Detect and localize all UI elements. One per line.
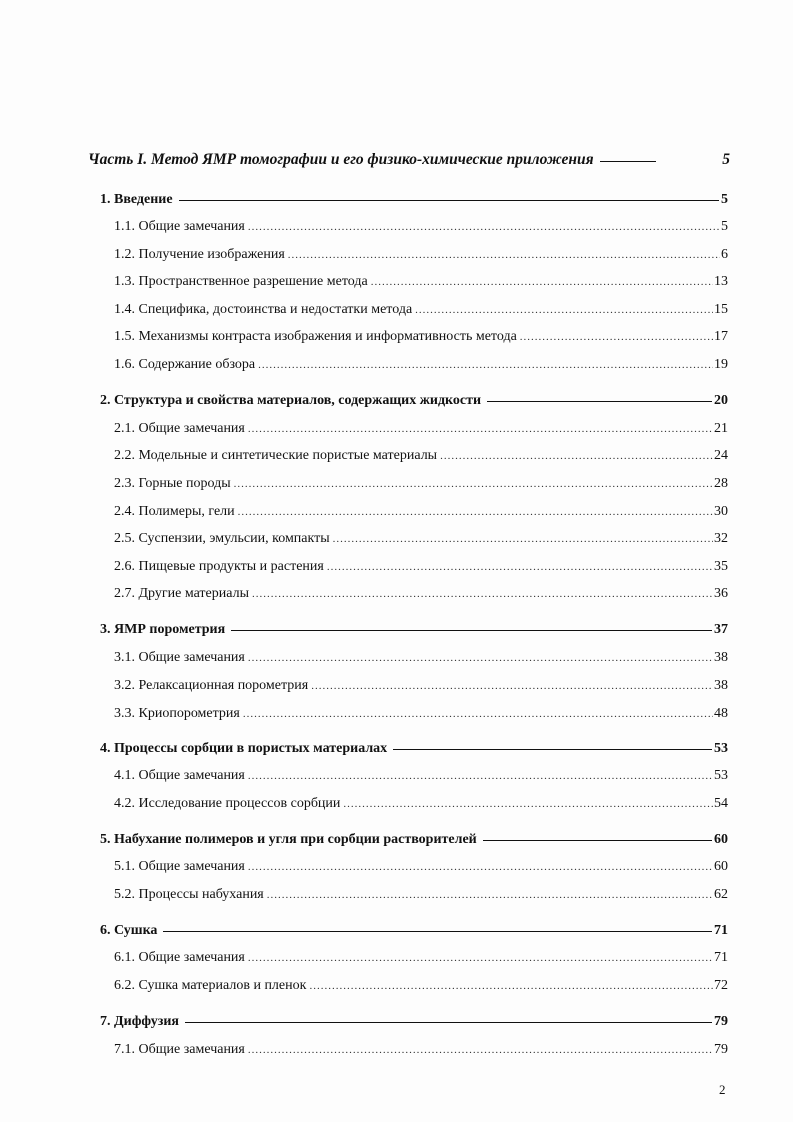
item-page: 6: [721, 247, 728, 262]
item-title: 2.7. Другие материалы: [114, 586, 249, 601]
item-page: 54: [714, 796, 728, 811]
item-title: 2.3. Горные породы: [114, 476, 231, 491]
item-title: 6.1. Общие замечания: [114, 950, 245, 965]
section-title: 1. Введение: [100, 192, 173, 207]
item-title: 4.1. Общие замечания: [114, 768, 245, 783]
item-title: 5.2. Процессы набухания: [114, 887, 264, 902]
page-number: 2: [719, 1082, 726, 1097]
item-page: 13: [714, 274, 728, 289]
item-page: 38: [714, 650, 728, 665]
item-page: 53: [714, 768, 728, 783]
item-page: 21: [714, 421, 728, 436]
item-title: 3.2. Релаксационная порометрия: [114, 678, 309, 693]
toc-item[interactable]: [114, 273, 728, 291]
section-page: 71: [714, 923, 728, 938]
item-title: 3.1. Общие замечания: [114, 650, 245, 665]
item-page: 60: [714, 859, 728, 874]
toc-section[interactable]: [100, 621, 728, 639]
item-page: 38: [714, 678, 728, 693]
part-title: Часть I. Метод ЯМР томографии и его физико-химические приложения: [88, 151, 594, 168]
item-title: 1.5. Механизмы контраста изображения и информативность метода: [114, 329, 517, 344]
section-title: 2. Структура и свойства материалов, содержащих жидкости: [100, 393, 482, 408]
toc-item[interactable]: [114, 218, 728, 236]
section-page: 79: [714, 1014, 728, 1029]
item-page: 32: [714, 531, 728, 546]
toc-item[interactable]: [114, 705, 728, 723]
toc-section[interactable]: [100, 831, 728, 849]
item-page: 19: [714, 357, 728, 372]
part-page: 5: [722, 151, 730, 168]
item-title: 1.1. Общие замечания: [114, 219, 245, 234]
toc-item[interactable]: [114, 649, 728, 667]
section-page: 37: [714, 622, 728, 637]
section-page: 20: [714, 393, 728, 408]
toc-item[interactable]: [114, 585, 728, 603]
toc-item[interactable]: [114, 949, 728, 967]
section-title: 5. Набухание полимеров и угля при сорбции растворителей: [100, 832, 477, 847]
toc-section[interactable]: [100, 740, 728, 758]
toc-item[interactable]: [114, 677, 728, 695]
section-page: 5: [721, 192, 728, 207]
toc-item[interactable]: [114, 886, 728, 904]
item-page: 48: [714, 706, 728, 721]
item-page: 24: [714, 448, 728, 463]
item-title: 5.1. Общие замечания: [114, 859, 245, 874]
toc-item[interactable]: [114, 558, 728, 576]
toc-item[interactable]: [114, 530, 728, 548]
item-page: 62: [714, 887, 728, 902]
section-title: 3. ЯМР порометрия: [100, 622, 226, 637]
section-page: 60: [714, 832, 728, 847]
section-title: 7. Диффузия: [100, 1014, 179, 1029]
toc-item[interactable]: [114, 475, 728, 493]
item-page: 71: [714, 950, 728, 965]
toc-item[interactable]: [114, 503, 728, 521]
toc-item[interactable]: [114, 447, 728, 465]
toc-section[interactable]: [100, 392, 728, 410]
item-page: 30: [714, 504, 728, 519]
item-page: 5: [721, 219, 728, 234]
item-title: 1.6. Содержание обзора: [114, 357, 256, 372]
toc-item[interactable]: [114, 420, 728, 438]
toc-section[interactable]: [100, 922, 728, 940]
toc-item[interactable]: [114, 1041, 728, 1059]
item-page: 72: [714, 978, 728, 993]
item-title: 1.3. Пространственное разрешение метода: [114, 274, 368, 289]
item-title: 2.4. Полимеры, гели: [114, 504, 235, 519]
item-title: 1.4. Специфика, достоинства и недостатки метода: [114, 302, 413, 317]
section-title: 6. Сушка: [100, 923, 158, 938]
item-page: 35: [714, 559, 728, 574]
item-page: 15: [714, 302, 728, 317]
toc-item[interactable]: [114, 977, 728, 995]
toc-item[interactable]: [114, 795, 728, 813]
item-title: 1.2. Получение изображения: [114, 247, 285, 262]
item-page: 79: [714, 1042, 728, 1057]
leader-line: [600, 161, 656, 162]
item-page: 17: [714, 329, 728, 344]
item-title: 7.1. Общие замечания: [114, 1042, 245, 1057]
item-title: 6.2. Сушка материалов и пленок: [114, 978, 307, 993]
toc-item[interactable]: [114, 767, 728, 785]
item-title: 2.2. Модельные и синтетические пористые материалы: [114, 448, 438, 463]
toc-item[interactable]: [114, 356, 728, 374]
toc-item[interactable]: [114, 858, 728, 876]
item-title: 2.6. Пищевые продукты и растения: [114, 559, 324, 574]
part-heading: [88, 151, 730, 169]
item-title: 2.1. Общие замечания: [114, 421, 245, 436]
item-title: 4.2. Исследование процессов сорбции: [114, 796, 341, 811]
item-title: 2.5. Суспензии, эмульсии, компакты: [114, 531, 330, 546]
toc-item[interactable]: [114, 328, 728, 346]
section-title: 4. Процессы сорбции в пористых материалах: [100, 741, 388, 756]
toc-section[interactable]: [100, 191, 728, 209]
toc-item[interactable]: [114, 246, 728, 264]
item-page: 28: [714, 476, 728, 491]
toc-item[interactable]: [114, 301, 728, 319]
item-page: 36: [714, 586, 728, 601]
item-title: 3.3. Криопорометрия: [114, 706, 240, 721]
toc-section[interactable]: [100, 1013, 728, 1031]
section-page: 53: [714, 741, 728, 756]
